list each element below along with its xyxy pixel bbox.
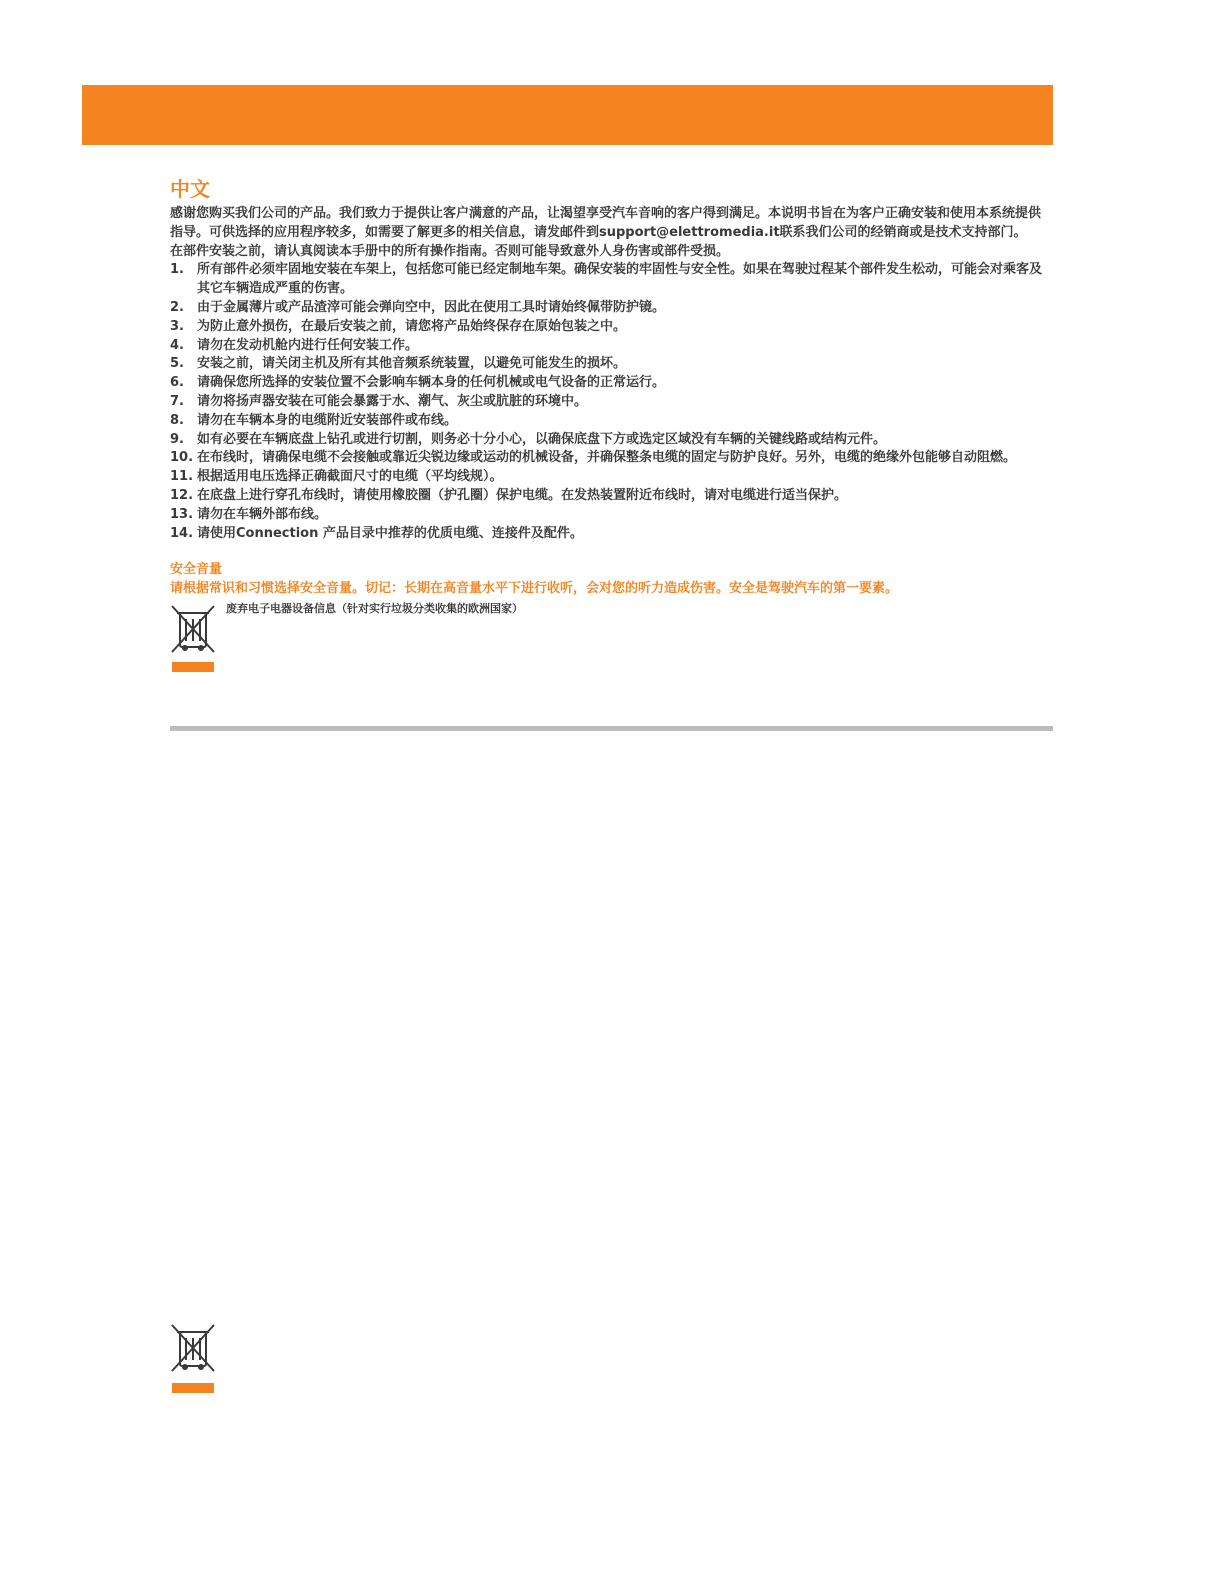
list-item-text: 根据适用电压选择正确截面尺寸的电缆（平均线规）。 bbox=[197, 469, 503, 485]
list-item-number: 5. bbox=[170, 356, 184, 372]
weee-notice bbox=[170, 601, 1042, 659]
list-item-text: 如有必要在车辆底盘上钻孔或进行切割，则务必十分小心，以确保底盘下方或选定区域没有车辆的关键线路或结构元件。 bbox=[197, 431, 887, 447]
list-item-text: 请勿在车辆本身的电缆附近安装部件或布线。 bbox=[197, 412, 458, 428]
weee-text: 废弃电子电器设备信息（针对实行垃圾分类收集的欧洲国家） bbox=[226, 601, 523, 615]
weee-bin-icon bbox=[170, 603, 216, 673]
list-item-text: 在底盘上进行穿孔布线时，请使用橡胶圈（护孔圈）保护电缆。在发热装置附近布线时，请对电缆进行适当保护。 bbox=[197, 487, 848, 503]
intro-warning: 在部件安装之前，请认真阅读本手册中的所有操作指南。否则可能导致意外人身伤害或部件受损。 bbox=[170, 243, 730, 259]
section-title: 中文 bbox=[170, 177, 210, 201]
divider bbox=[170, 726, 1053, 731]
list-item-text: 所有部件必须牢固地安装在车架上，包括您可能已经定制地车架。确保安装的牢固性与安全性。如果在驾驶过程某个部件发生松动，可能会对乘客及其它车辆造成严重的伤害。 bbox=[197, 262, 1043, 297]
list-item-number: 6. bbox=[170, 375, 184, 391]
list-item bbox=[170, 431, 1042, 450]
list-item bbox=[170, 487, 1042, 506]
precautions-list bbox=[170, 261, 1042, 543]
list-item bbox=[170, 468, 1042, 487]
list-item-number: 12. bbox=[170, 487, 194, 503]
content bbox=[170, 205, 1042, 659]
list-item-text: 请使用Connection 产品目录中推荐的优质电缆、连接件及配件。 bbox=[197, 525, 583, 541]
list-item-text: 请勿在发动机舱内进行任何安装工作。 bbox=[197, 337, 419, 353]
list-item bbox=[170, 412, 1042, 431]
list-item-text: 由于金属薄片或产品渣滓可能会弹向空中，因此在使用工具时请始终佩带防护镜。 bbox=[197, 299, 666, 315]
list-item-text: 为防止意外损伤，在最后安装之前，请您将产品始终保存在原始包装之中。 bbox=[197, 318, 627, 334]
list-item bbox=[170, 525, 1042, 544]
list-item bbox=[170, 393, 1042, 412]
list-item-number: 9. bbox=[170, 431, 184, 447]
list-item-text: 请勿在车辆外部布线。 bbox=[197, 506, 328, 522]
intro-paragraph: 感谢您购买我们公司的产品。我们致力于提供让客户满意的产品，让渴望享受汽车音响的客户得到满足。本说明书旨在为客户正确安装和使用本系统提供指导。可供选择的应用程序较多，如需要了解更多的相关信息，请发邮件到support@elettromedia.it联系我们公司的经销商或是技术支持部门。 bbox=[170, 206, 1042, 240]
list-item-number: 1. bbox=[170, 262, 184, 278]
safety-section bbox=[170, 561, 1042, 599]
list-item-number: 11. bbox=[170, 469, 194, 485]
list-item bbox=[170, 506, 1042, 525]
list-item-text: 安装之前，请关闭主机及所有其他音频系统装置，以避免可能发生的损坏。 bbox=[197, 356, 627, 372]
safety-title: 安全音量 bbox=[170, 562, 223, 578]
list-item bbox=[170, 449, 1042, 468]
list-item bbox=[170, 337, 1042, 356]
list-item-number: 7. bbox=[170, 393, 184, 409]
list-item bbox=[170, 318, 1042, 337]
list-item bbox=[170, 374, 1042, 393]
list-item-number: 4. bbox=[170, 337, 184, 353]
list-item bbox=[170, 299, 1042, 318]
safety-text: 请根据常识和习惯选择安全音量。切记：长期在高音量水平下进行收听，会对您的听力造成伤害。安全是驾驶汽车的第一要素。 bbox=[170, 581, 899, 597]
header-bar bbox=[82, 85, 1053, 145]
list-item-number: 10. bbox=[170, 450, 194, 466]
list-item-number: 14. bbox=[170, 525, 194, 541]
list-item-text: 请勿将扬声器安装在可能会暴露于水、潮气、灰尘或肮脏的环境中。 bbox=[197, 393, 588, 409]
list-item-number: 3. bbox=[170, 318, 184, 334]
list-item-number: 13. bbox=[170, 506, 194, 522]
list-item-text: 请确保您所选择的安装位置不会影响车辆本身的任何机械或电气设备的正常运行。 bbox=[197, 375, 666, 391]
list-item bbox=[170, 355, 1042, 374]
list-item-number: 8. bbox=[170, 412, 184, 428]
list-item-number: 2. bbox=[170, 299, 184, 315]
list-item bbox=[170, 261, 1042, 299]
list-item-text: 在布线时，请确保电缆不会接触或靠近尖锐边缘或运动的机械设备，并确保整条电缆的固定与防护良好。另外，电缆的绝缘外包能够自动阻燃。 bbox=[197, 450, 1017, 466]
weee-bin-icon bbox=[170, 1322, 216, 1394]
